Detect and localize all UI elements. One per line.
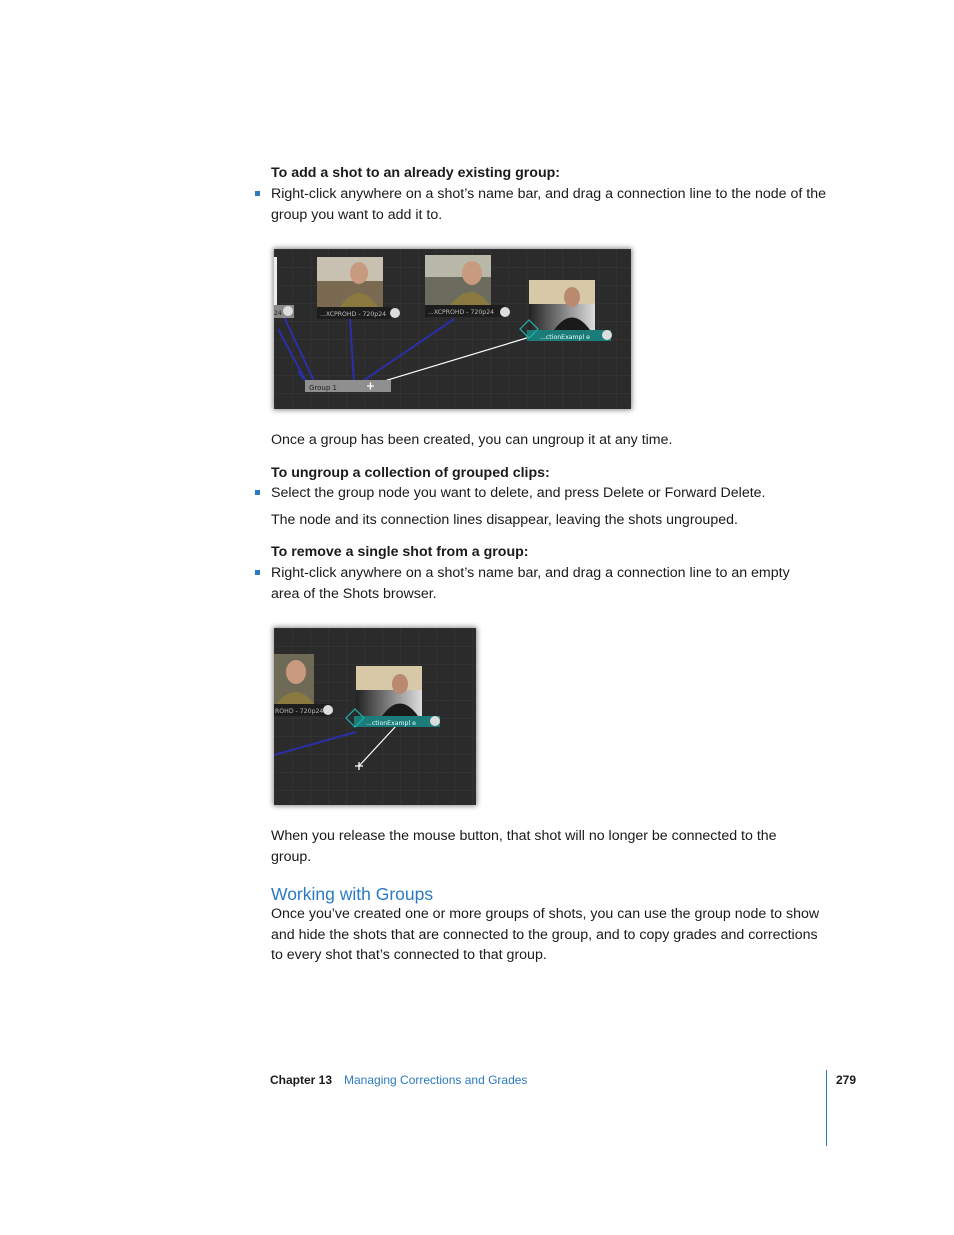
instruction-add-shot: Right-click anywhere on a shot’s name bar, and drag a connection line to the node of the group you want to add it to. (271, 186, 826, 223)
note-ungroup-result: The node and its connection lines disappear, leaving the shots ungrouped. (271, 512, 738, 528)
footer-chapter: Chapter 13 (270, 1073, 333, 1087)
footer-divider (826, 1070, 827, 1146)
svg-text:ROHD - 720p24: ROHD - 720p24 (275, 708, 324, 715)
heading-remove-shot: To remove a single shot from a group: (271, 544, 529, 560)
shots-browser-figure-add (274, 249, 631, 409)
heading-add-shot: To add a shot to an already existing group: (271, 165, 561, 181)
bullet-marker (255, 191, 260, 196)
bullet-marker (255, 490, 260, 495)
section-title-working-with-groups: Working with Groups (271, 884, 434, 904)
bullet-marker (255, 570, 260, 575)
shots-browser-figure-remove (274, 628, 476, 805)
group-node (305, 380, 391, 392)
footer-chapter-title: Managing Corrections and Grades (344, 1073, 528, 1087)
svg-text:Group 1: Group 1 (309, 384, 337, 392)
svg-text:24: 24 (274, 310, 282, 317)
instruction-ungroup: Select the group node you want to delete, and press Delete or Forward Delete. (271, 485, 766, 501)
instruction-remove-shot: Right-click anywhere on a shot’s name bar, and drag a connection line to an empty area of the Shots browser. (271, 565, 790, 602)
svg-text:...ctionExampl e: ...ctionExampl e (366, 720, 416, 727)
svg-text:...XCPROHD - 720p24: ...XCPROHD - 720p24 (428, 309, 495, 316)
paragraph-ungroup-anytime: Once a group has been created, you can ungroup it at any time. (271, 432, 673, 448)
svg-text:...XCPROHD - 720p24: ...XCPROHD - 720p24 (320, 311, 387, 318)
svg-text:...ctionExampl e: ...ctionExampl e (540, 334, 590, 341)
paragraph-working-with-groups: Once you’ve created one or more groups of shots, you can use the group node to show and hide the shots that are connected to the group, and to copy grades and corrections to every shot that’s connected to that group. (271, 906, 820, 963)
heading-ungroup: To ungroup a collection of grouped clips: (271, 465, 550, 481)
paragraph-release-mouse: When you release the mouse button, that shot will no longer be connected to the group. (271, 828, 777, 865)
page-number: 279 (836, 1073, 857, 1087)
